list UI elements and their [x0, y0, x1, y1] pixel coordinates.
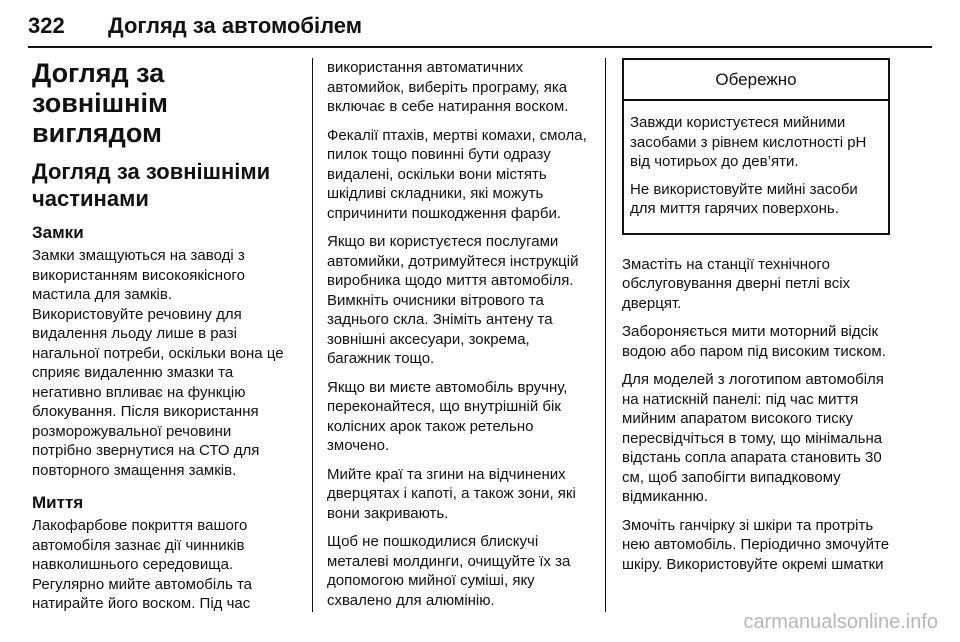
- caution-box: [622, 58, 890, 235]
- subsection-title: Догляд за зовнішніми частинами: [32, 159, 271, 211]
- page-header: [28, 6, 932, 46]
- paragraph: Мийте краї та згини на відчинених дверцятах і капоті, а також зони, які вони закривають.: [327, 465, 576, 522]
- section-title: Догляд за зовнішнім виглядом: [32, 58, 168, 148]
- caution-paragraph-2: Не використовуйте мийні засоби для миття гарячих поверхонь.: [630, 180, 858, 217]
- paragraph: використання автоматичних автомийок, виберіть програму, яка включає в себе натирання воском.: [327, 59, 569, 115]
- paragraph: Змастіть на станції технічного обслуговування дверні петлі всіх дверцят.: [622, 255, 851, 312]
- paragraph: Якщо ви миєте автомобіль вручну, переконайтеся, що внутрішній бік колісних арок також ретельно змочено.: [327, 378, 568, 454]
- locks-heading: Замки: [32, 223, 84, 242]
- locks-paragraph-1: Замки змащуються на заводі з використанням високоякісного мастила для замків.: [32, 247, 245, 303]
- washing-heading: Миття: [32, 493, 84, 512]
- caution-title: Обережно: [624, 60, 888, 101]
- paragraph: Щоб не пошкодилися блискучі металеві молдинги, очищуйте їх за допомогою мийної суміші, яку схвалено для алюмінію.: [327, 533, 571, 609]
- paragraph: Змочіть ганчірку зі шкіри та протріть нею автомобіль. Періодично змочуйте шкіру. Використовуйте окремі шматки: [622, 516, 890, 573]
- paragraph: Якщо ви користуєтеся послугами автомийки, дотримуйтеся інструкцій виробника щодо миття автомобіля. Вимкніть очисники вітрового та заднього скла. Зніміть антену та зовнішні аксесуари, зокрема, багажник тощо.: [327, 233, 579, 367]
- locks-paragraph-2: Використовуйте речовину для видалення льоду лише в разі нагальної потреби, оскільки вона це сприяє видаленню змазки та негативно впливає на функцію блокування. Після використання розморожувальної речовини потрібно звернутися на СТО для повторного змащення замків.: [32, 305, 284, 479]
- column-1: [32, 58, 294, 614]
- column-divider-1: [312, 58, 313, 612]
- paragraph: Фекалії птахів, мертві комахи, смола, пилок тощо повинні бути одразу видалені, оскільки вони містять шкідливі складники, які можуть спричинити пошкодження фарби.: [327, 126, 587, 222]
- page-number: 322: [28, 13, 65, 38]
- paragraph: Забороняється мити моторний відсік водою або паром під високим тиском.: [622, 323, 886, 360]
- column-3: [622, 58, 890, 583]
- watermark: carmanualsonline.info: [743, 611, 938, 633]
- caution-paragraph-1: Завжди користуєтеся мийними засобами з рівнем кислотності pH від чотирьох до дев’яти.: [630, 114, 867, 170]
- header-divider: [28, 46, 932, 48]
- paragraph: Для моделей з логотипом автомобіля на натискній панелі: під час миття мийним апаратом високого тиску пересвідчіться в тому, що мінімальна відстань сопла апарата становить 30 см, щоб запобігти випадковому відмиканню.: [622, 371, 884, 505]
- caution-body: [624, 101, 888, 233]
- column-2: [327, 58, 593, 619]
- running-title: Догляд за автомобілем: [108, 13, 363, 38]
- washing-paragraph-1: Лакофарбове покриття вашого автомобіля зазнає дії чинників навколишнього середовища. Регулярно мийте автомобіль та натирайте його воском. Під час: [32, 517, 253, 612]
- column-divider-2: [605, 58, 606, 612]
